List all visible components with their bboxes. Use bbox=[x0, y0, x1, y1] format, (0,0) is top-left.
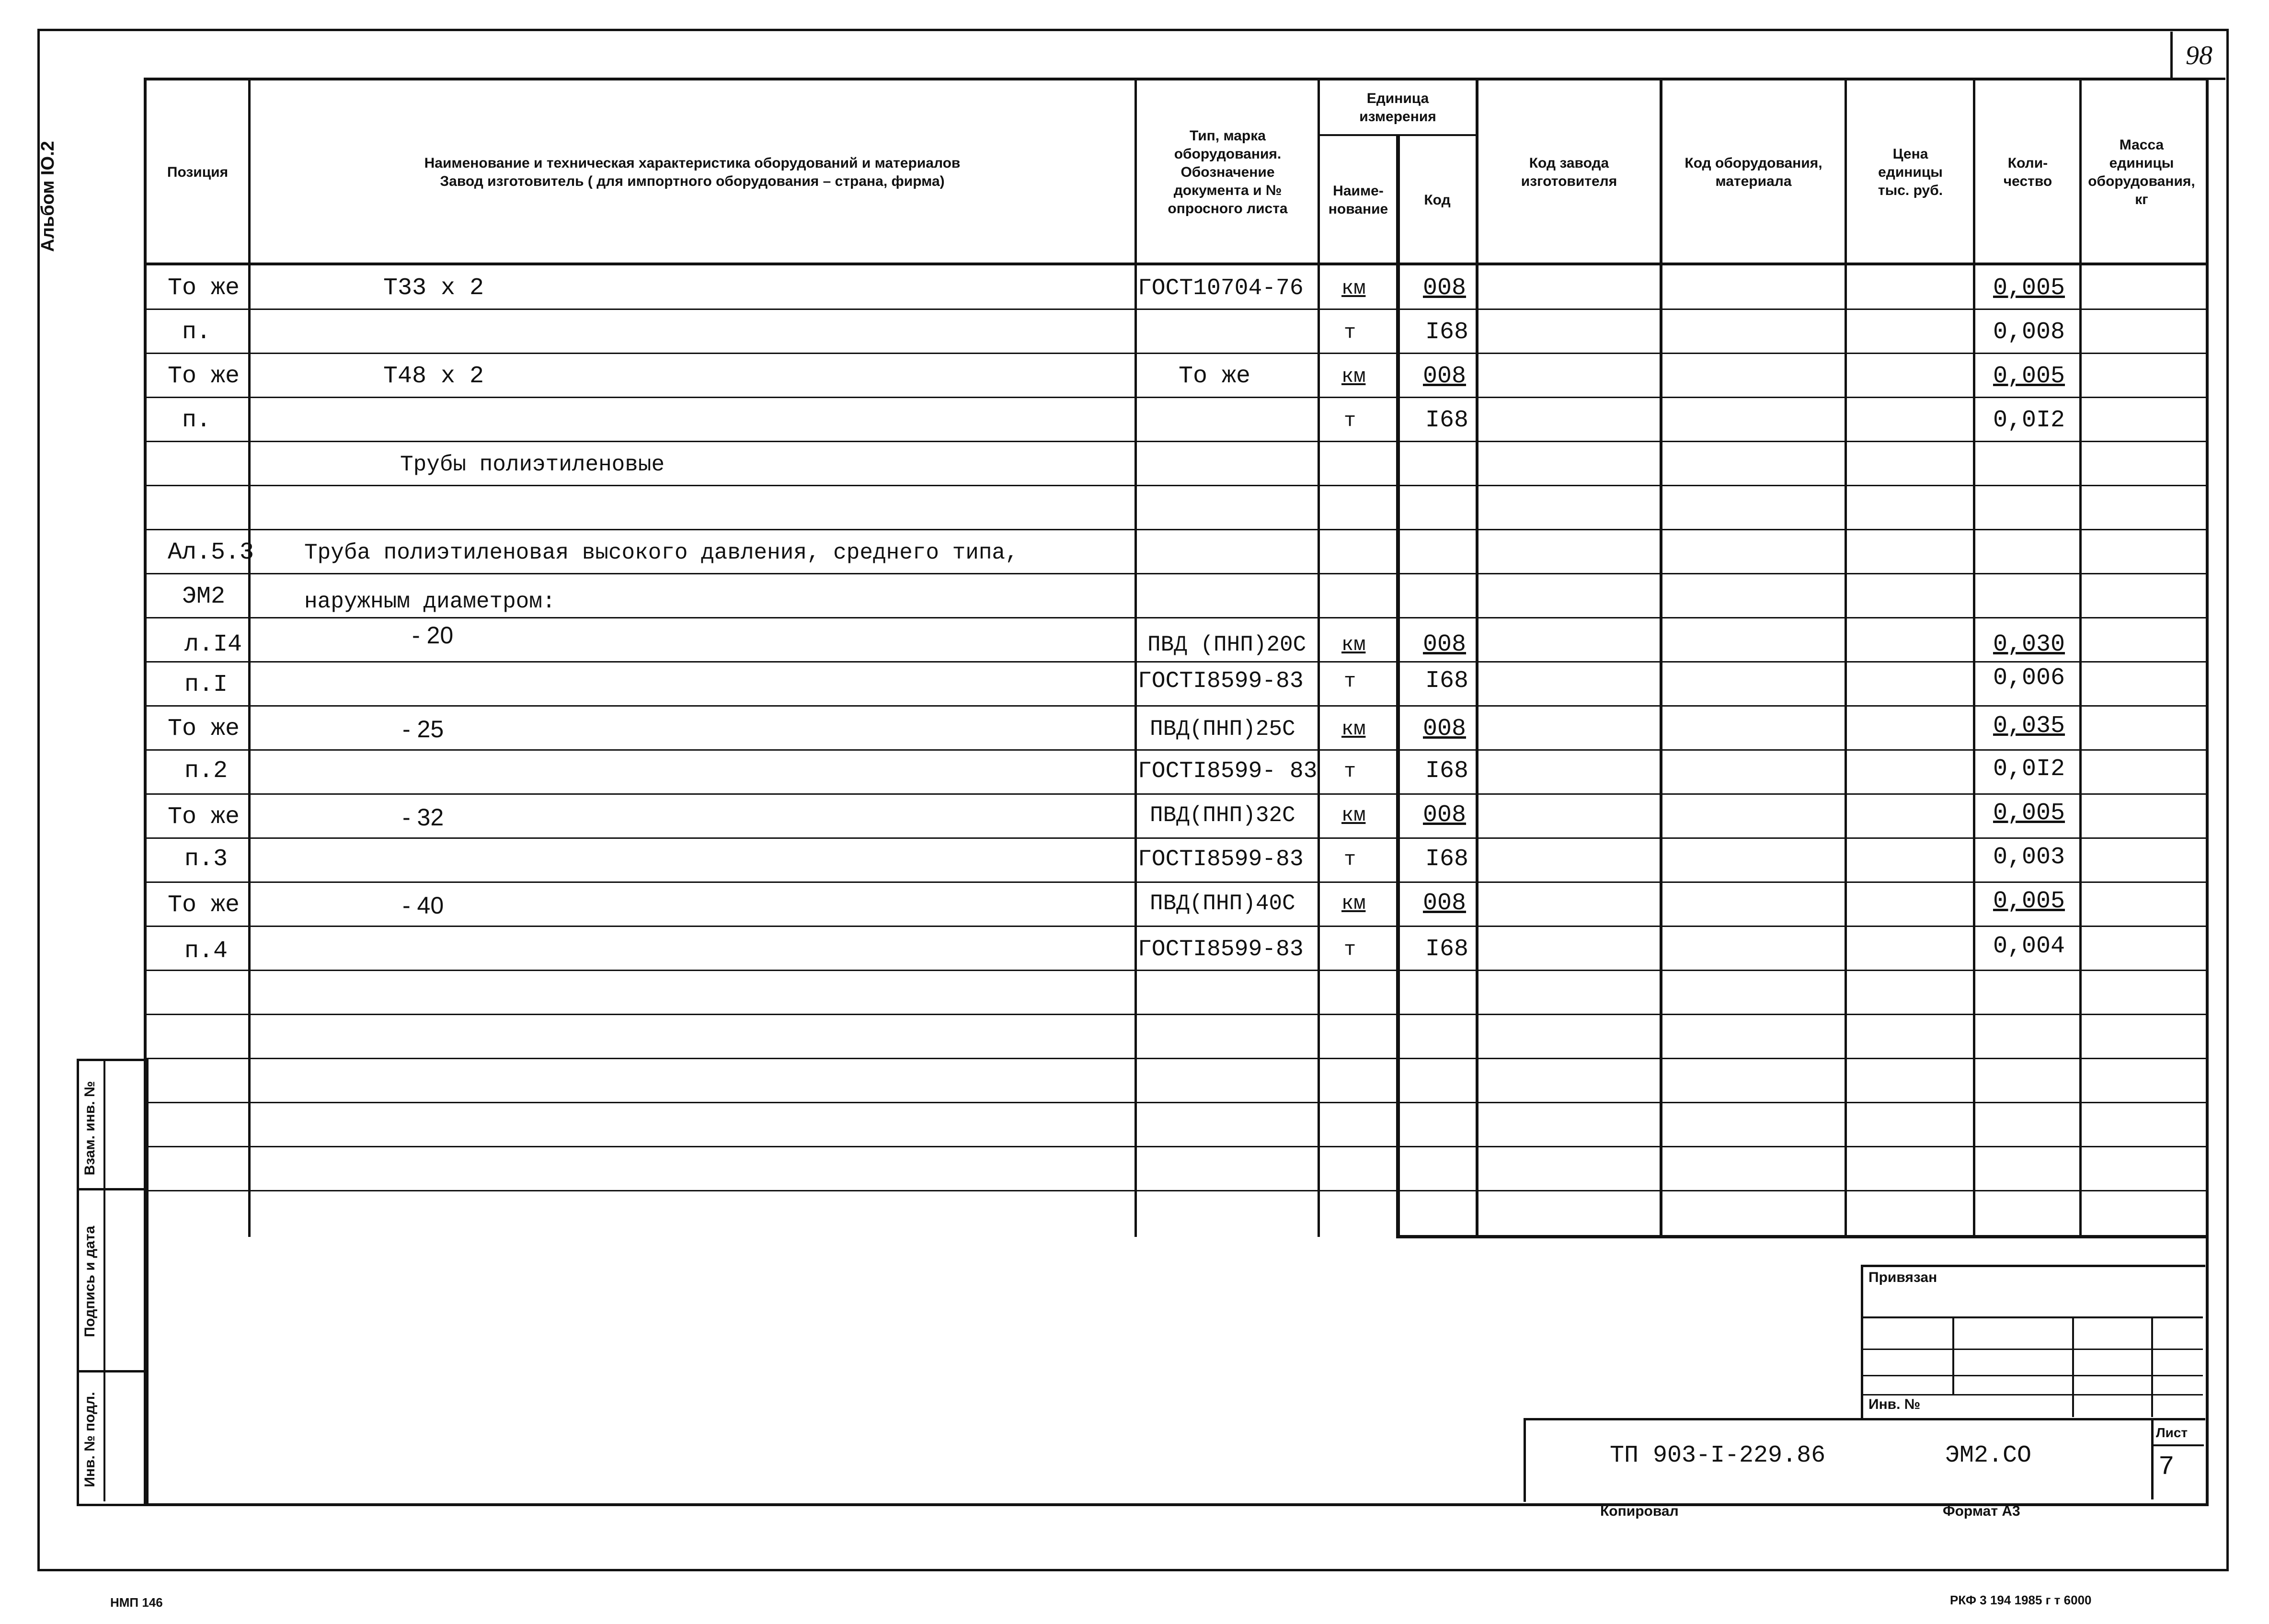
col-line-8 bbox=[1973, 78, 1975, 1237]
header-unit-group: Единица измерения bbox=[1359, 91, 1436, 125]
left-print-mark: НМП 146 bbox=[110, 1595, 163, 1610]
row-1-code: I68 bbox=[1425, 319, 1469, 346]
row-8-pos: л.I4 bbox=[184, 631, 242, 658]
side-stamp-divider-v bbox=[103, 1059, 105, 1501]
col-line-7 bbox=[1845, 78, 1847, 1237]
row-2-name: Т48 х 2 bbox=[383, 363, 484, 390]
sheet-number: 98 bbox=[2186, 41, 2212, 70]
row-0-unit: км bbox=[1341, 277, 1366, 300]
row-3-qty: 0,0I2 bbox=[1993, 407, 2065, 434]
row-13-qty: 0,003 bbox=[1993, 844, 2065, 871]
col-line-1 bbox=[248, 78, 251, 1237]
row-0-code: 008 bbox=[1423, 274, 1467, 302]
row-12-type: ПВД(ПНП)32С bbox=[1150, 803, 1295, 828]
row-1-unit: т bbox=[1344, 321, 1356, 344]
row-11-pos: п.2 bbox=[184, 757, 228, 785]
row-6-pos: Ал.5.3 bbox=[168, 539, 254, 566]
header-position: Позиция bbox=[167, 164, 229, 180]
row-9-pos: п.I bbox=[184, 671, 228, 698]
header-mass: Масса единицы оборудования, кг bbox=[2088, 137, 2195, 207]
row-10-pos: То же bbox=[168, 715, 240, 743]
row-2-qty: 0,005 bbox=[1993, 363, 2065, 390]
row-10-code: 008 bbox=[1423, 715, 1467, 743]
row-12-name: - 32 bbox=[402, 804, 444, 831]
row-0-type: ГОСТ10704-76 bbox=[1138, 275, 1304, 301]
row-15-pos: п.4 bbox=[184, 938, 228, 965]
header-price: Цена единицы тыс. руб. bbox=[1878, 146, 1943, 198]
row-2-pos: То же bbox=[168, 363, 240, 390]
row-7-pos: ЭМ2 bbox=[182, 583, 226, 610]
col-line-6 bbox=[1660, 78, 1662, 1237]
privyazan-vline-2 bbox=[2072, 1316, 2074, 1417]
privyazan-vline-3 bbox=[2151, 1316, 2153, 1417]
row-3-pos: п. bbox=[182, 407, 211, 434]
row-11-code: I68 bbox=[1425, 757, 1469, 785]
row-2-unit: км bbox=[1341, 365, 1366, 388]
header-unit-name: Наиме- нование bbox=[1328, 183, 1388, 217]
col-line-2 bbox=[1134, 78, 1137, 1237]
format-label: Формат А3 bbox=[1943, 1503, 2020, 1519]
row-14-code: 008 bbox=[1423, 890, 1467, 917]
row-15-code: I68 bbox=[1425, 936, 1469, 963]
row-10-name: - 25 bbox=[402, 716, 444, 743]
row-8-qty: 0,030 bbox=[1993, 631, 2065, 658]
row-8-unit: км bbox=[1341, 633, 1366, 656]
row-9-unit: т bbox=[1344, 670, 1356, 693]
inv-no-label: Инв. № bbox=[1868, 1396, 1921, 1412]
row-3-code: I68 bbox=[1425, 407, 1469, 434]
privyazan-vline-1 bbox=[1952, 1316, 1954, 1395]
privyazan-label: Привязан bbox=[1868, 1269, 1937, 1285]
row-15-type: ГОСТI8599-83 bbox=[1138, 937, 1304, 962]
row-8-code: 008 bbox=[1423, 631, 1467, 658]
sheet-value: 7 bbox=[2158, 1452, 2175, 1482]
side-label-inv-orig: Инв. № подл. bbox=[82, 1392, 98, 1487]
album-label: Альбом IO.2 bbox=[38, 141, 58, 252]
row-2-type: То же bbox=[1179, 363, 1251, 390]
col-line-9 bbox=[2079, 78, 2082, 1237]
row-14-name: - 40 bbox=[402, 892, 444, 919]
side-label-inv-replace: Взам. инв. № bbox=[82, 1081, 98, 1176]
row-13-unit: т bbox=[1344, 848, 1356, 871]
row-7-name: наружным диаметром: bbox=[304, 589, 556, 614]
row-6-name: Труба полиэтиленовая высокого давления, среднего типа, bbox=[304, 540, 1019, 565]
title-block-sheet-hline bbox=[2151, 1444, 2204, 1446]
row-12-unit: км bbox=[1341, 804, 1366, 827]
row-8-name: - 20 bbox=[412, 622, 454, 649]
row-10-type: ПВД(ПНП)25С bbox=[1150, 717, 1295, 742]
row-1-qty: 0,008 bbox=[1993, 319, 2065, 346]
row-10-unit: км bbox=[1341, 718, 1366, 741]
row-2-code: 008 bbox=[1423, 363, 1467, 390]
row-15-qty: 0,004 bbox=[1993, 933, 2065, 960]
row-14-type: ПВД(ПНП)40С bbox=[1150, 891, 1295, 916]
designation bbox=[1610, 1442, 1825, 1469]
row-0-qty: 0,005 bbox=[1993, 274, 2065, 302]
row-13-type: ГОСТI8599-83 bbox=[1138, 846, 1304, 872]
header-name: Наименование и техническая характеристика оборудований и материалов Завод изготовитель ( для импортного оборудования – страна, фирма) bbox=[424, 155, 961, 189]
row-13-code: I68 bbox=[1425, 846, 1469, 873]
row-0-name: Т33 х 2 bbox=[383, 274, 484, 302]
title-block-sheet-divider bbox=[2151, 1418, 2154, 1499]
row-14-pos: То же bbox=[168, 892, 240, 919]
row-13-pos: п.3 bbox=[184, 846, 228, 873]
row-12-code: 008 bbox=[1423, 801, 1467, 829]
row-8-type: ПВД (ПНП)20С bbox=[1147, 632, 1306, 657]
col-line-5 bbox=[1476, 78, 1478, 1237]
row-10-qty: 0,035 bbox=[1993, 712, 2065, 740]
header-quantity: Коли- чество bbox=[2003, 155, 2052, 189]
row-0-pos: То же bbox=[168, 274, 240, 302]
row-11-type: ГОСТI8599- 83 bbox=[1138, 758, 1318, 784]
header-divider bbox=[147, 263, 2206, 265]
row-9-type: ГОСТI8599-83 bbox=[1138, 668, 1304, 694]
row-4-name: Трубы полиэтиленовые bbox=[400, 452, 665, 477]
header-factory-code: Код завода изготовителя bbox=[1521, 155, 1617, 189]
row-12-pos: То же bbox=[168, 803, 240, 831]
row-12-qty: 0,005 bbox=[1993, 800, 2065, 827]
col-line-3 bbox=[1318, 78, 1320, 1237]
side-label-sign-date: Подпись и дата bbox=[82, 1225, 98, 1338]
row-3-unit: т bbox=[1344, 409, 1356, 432]
sheet-label: Лист bbox=[2156, 1425, 2188, 1440]
designation-text: ТП 903-I-229.86 bbox=[1610, 1442, 1826, 1469]
header-equipment-code: Код оборудования, материала bbox=[1685, 155, 1822, 189]
row-14-qty: 0,005 bbox=[1993, 888, 2065, 915]
copied-label: Копировал bbox=[1600, 1503, 1679, 1519]
row-15-unit: т bbox=[1344, 938, 1356, 961]
row-9-code: I68 bbox=[1425, 667, 1469, 695]
document-code: ЭМ2.СО bbox=[1945, 1442, 2032, 1469]
row-14-unit: км bbox=[1341, 892, 1366, 915]
right-print-mark: РКФ 3 194 1985 г т 6000 bbox=[1950, 1593, 2092, 1607]
col-line-4 bbox=[1396, 134, 1400, 1237]
row-9-qty: 0,006 bbox=[1993, 664, 2065, 692]
table-bottom-line bbox=[1396, 1235, 2206, 1238]
header-type: Тип, марка оборудования. Обозначение документа и № опросного листа bbox=[1168, 128, 1288, 217]
row-1-pos: п. bbox=[182, 319, 211, 346]
row-11-unit: т bbox=[1344, 760, 1356, 783]
row-11-qty: 0,0I2 bbox=[1993, 755, 2065, 783]
header-unit-code: Код bbox=[1424, 192, 1451, 208]
